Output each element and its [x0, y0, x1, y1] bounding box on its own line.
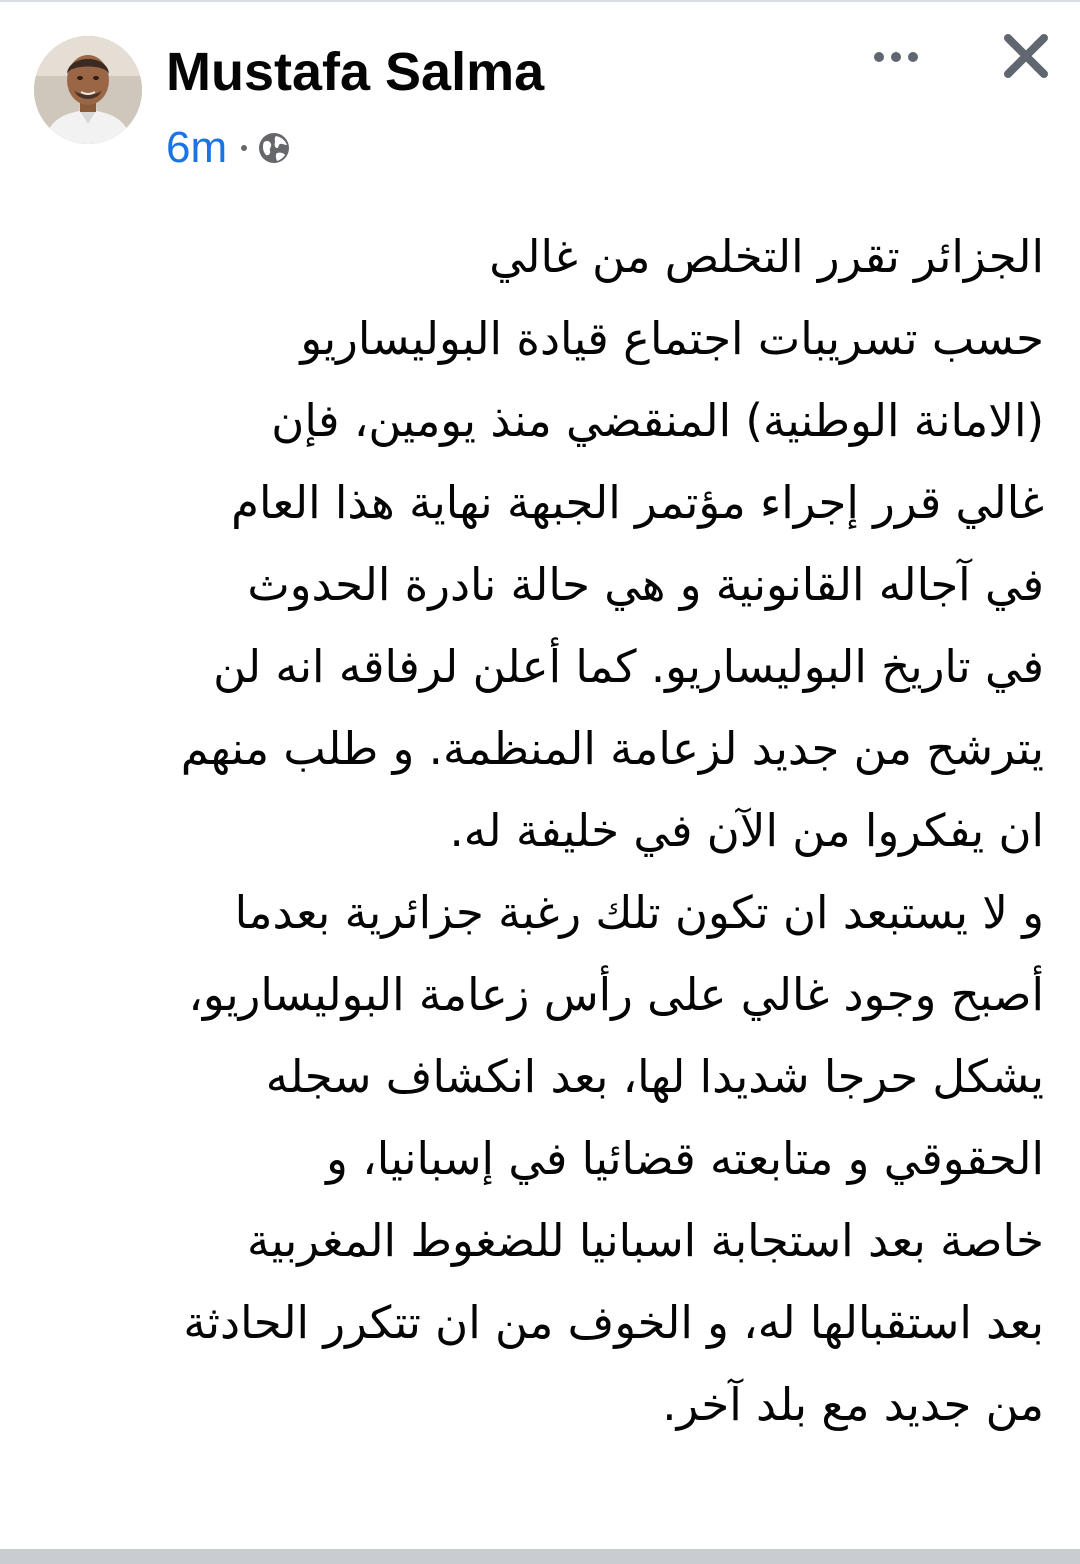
- post-text-line: في تاريخ البوليساريو. كما أعلن لرفاقه انه لن: [213, 640, 1044, 693]
- post-text-line: و لا يستبعد ان تكون تلك رغبة جزائرية بعدما: [234, 886, 1044, 939]
- post-text-line: من جديد مع بلد آخر.: [662, 1378, 1044, 1431]
- post-text-line: خاصة بعد استجابة اسبانيا للضغوط المغربية: [247, 1214, 1044, 1267]
- post-text-line: الحقوقي و متابعته قضائيا في إسبانيا، و: [326, 1132, 1044, 1185]
- post-text-line: في آجاله القانونية و هي حالة نادرة الحدوث: [247, 558, 1044, 611]
- post-text-line: حسب تسريبات اجتماع قيادة البوليساريو: [300, 312, 1044, 365]
- post-body: [34, 216, 1044, 1446]
- post-text-line: (الامانة الوطنية) المنقضي منذ يومين، فإن: [271, 394, 1044, 447]
- post-text-line: ان يفكروا من الآن في خليفة له.: [449, 804, 1044, 857]
- globe-icon[interactable]: [257, 131, 291, 165]
- post-text-line: غالي قرر إجراء مؤتمر الجبهة نهاية هذا العام: [231, 476, 1044, 529]
- bottom-divider: [0, 1549, 1080, 1564]
- post-timestamp[interactable]: 6m: [166, 123, 228, 172]
- post-header: [0, 0, 1080, 190]
- close-icon: [994, 24, 1058, 88]
- avatar[interactable]: [34, 36, 142, 144]
- meta-separator-dot: [241, 145, 247, 151]
- close-button[interactable]: [994, 24, 1058, 88]
- post-text-line: أصبح وجود غالي على رأس زعامة البوليساريو،: [188, 968, 1044, 1021]
- more-options-button[interactable]: [856, 32, 936, 82]
- post-meta: [166, 120, 291, 176]
- post-text-line: بعد استقبالها له، و الخوف من ان تتكرر الحادثة: [183, 1296, 1044, 1349]
- post-text-line: يشكل حرجا شديدا لها، بعد انكشاف سجله: [265, 1050, 1044, 1103]
- author-name[interactable]: Mustafa Salma: [166, 42, 545, 102]
- more-horizontal-icon: [874, 52, 884, 62]
- user-avatar-icon: [34, 36, 142, 144]
- post-text-line: الجزائر تقرر التخلص من غالي: [489, 230, 1044, 283]
- post-text-line: يترشح من جديد لزعامة المنظمة. و طلب منهم: [180, 722, 1044, 775]
- more-horizontal-icon: [891, 52, 901, 62]
- more-horizontal-icon: [908, 52, 918, 62]
